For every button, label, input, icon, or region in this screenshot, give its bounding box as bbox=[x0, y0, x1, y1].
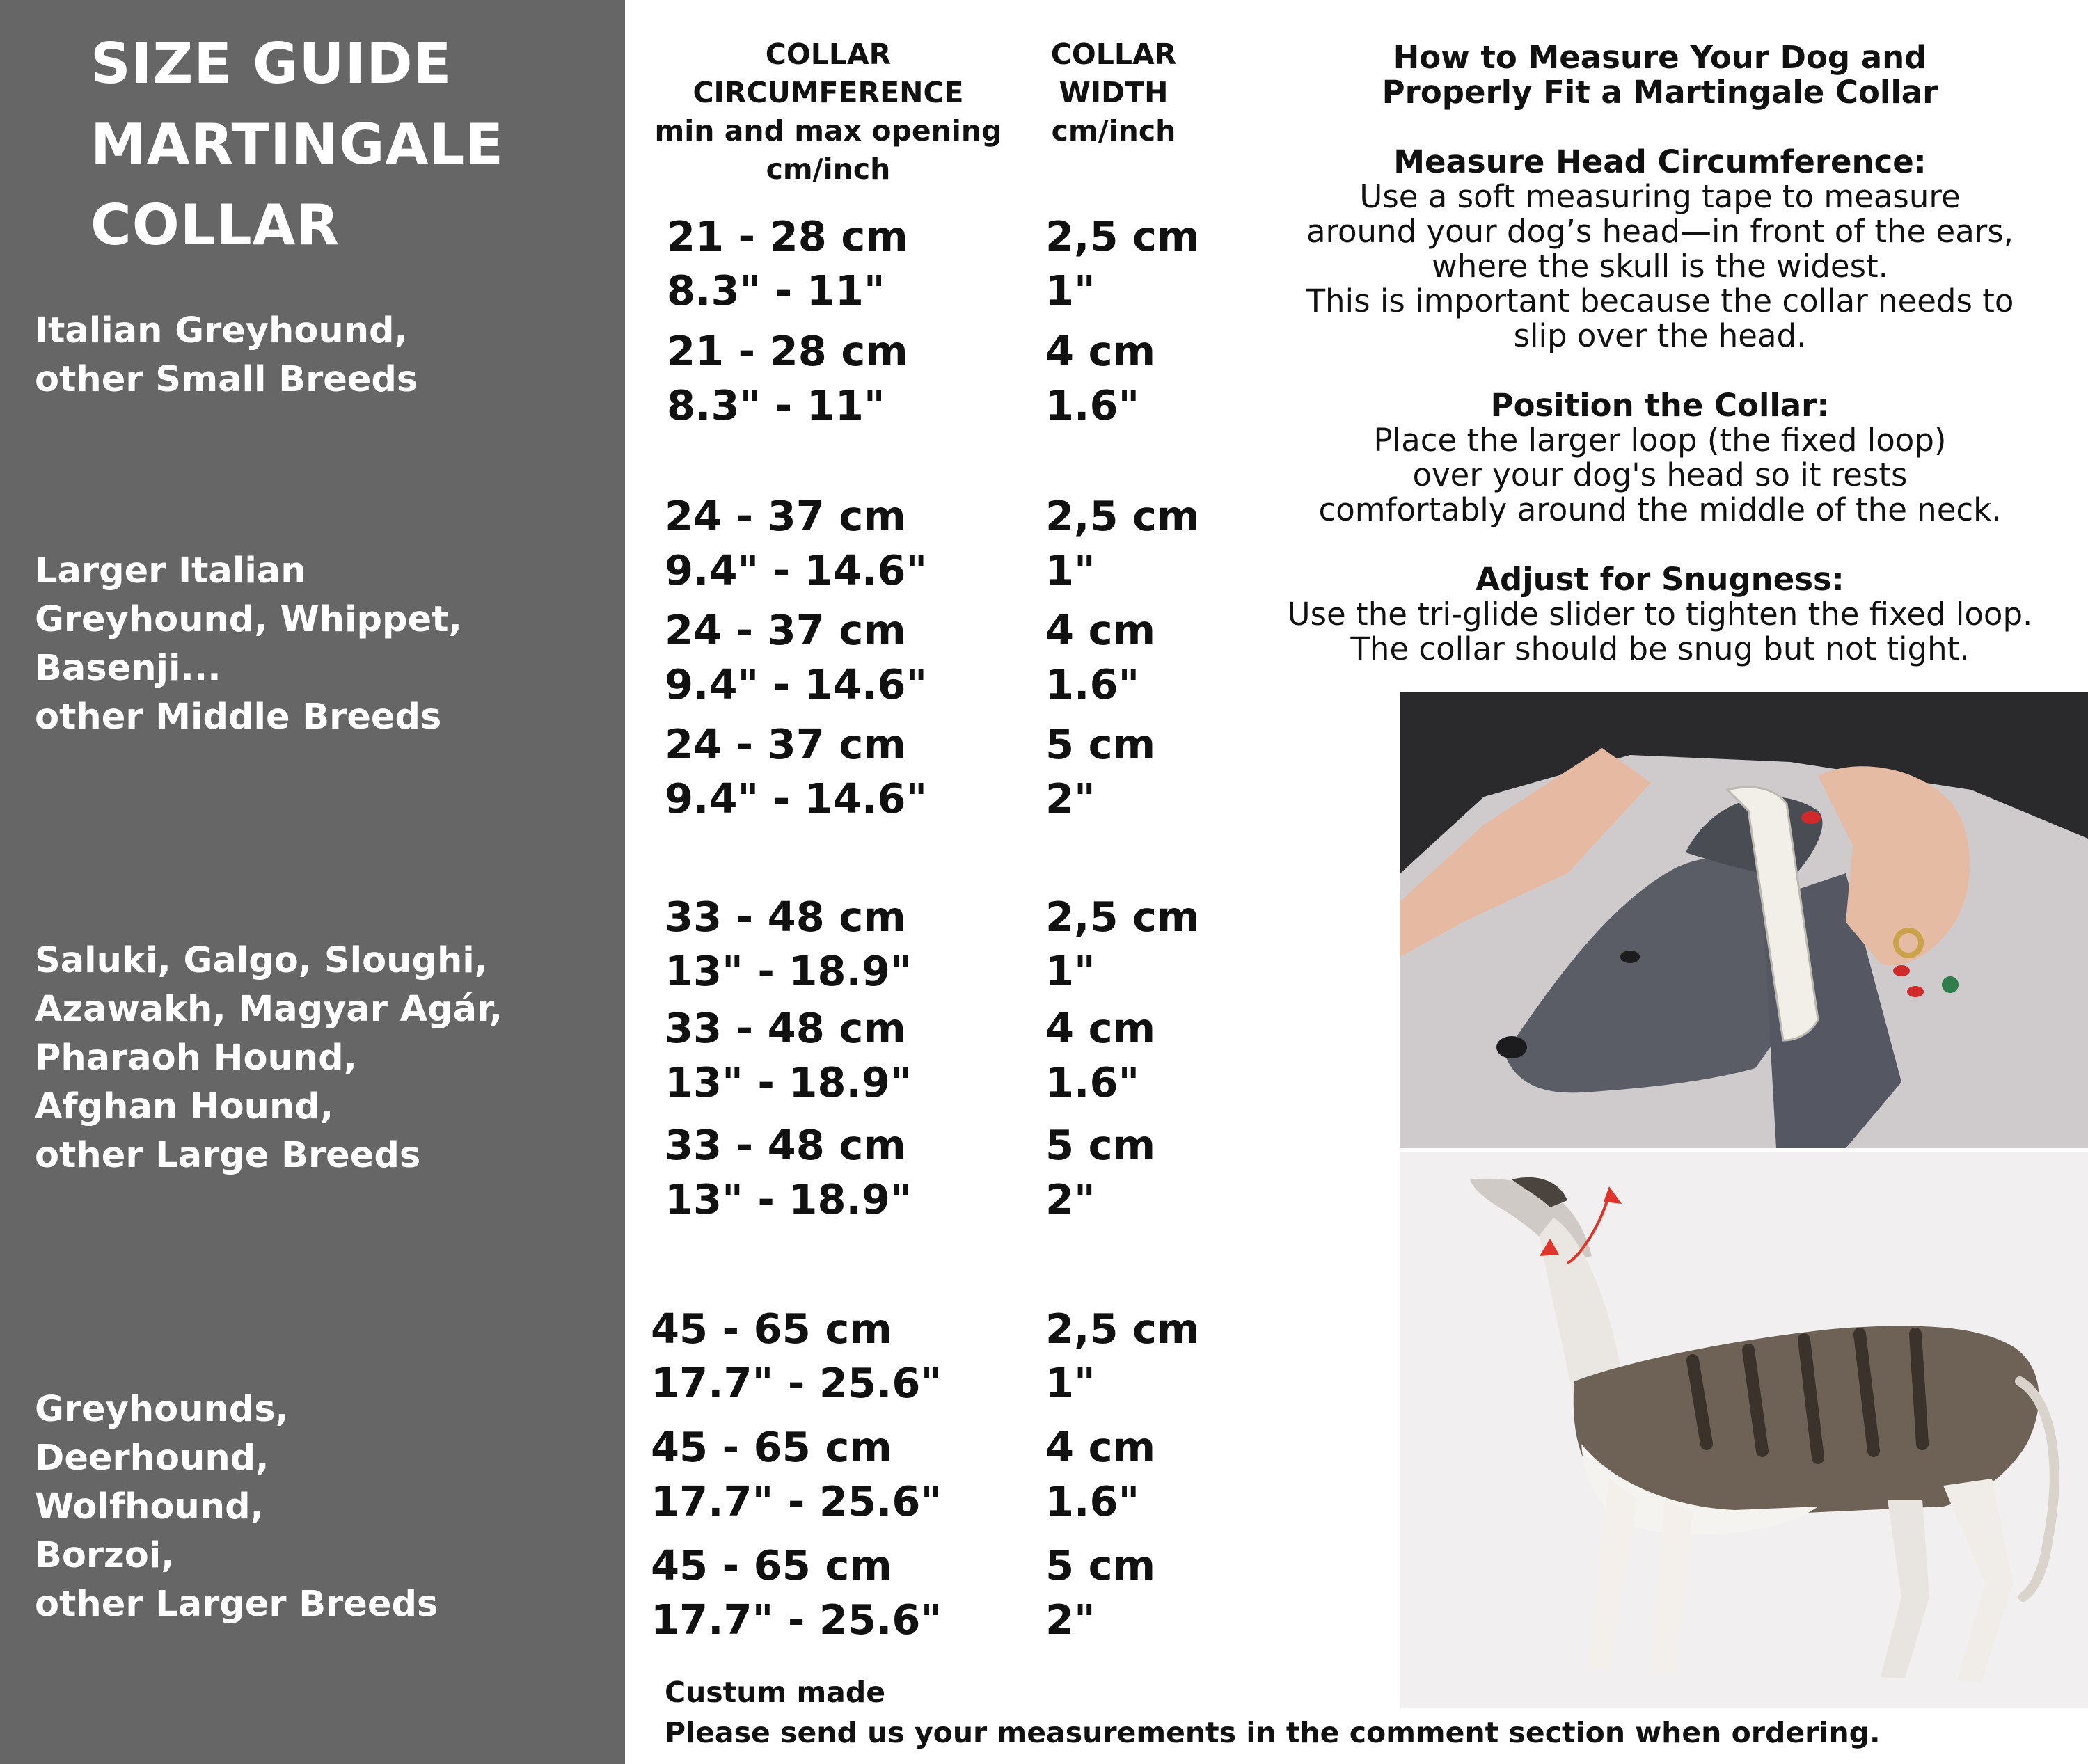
section-text: slip over the head. bbox=[1513, 317, 1807, 354]
breed-line: Basenji... bbox=[35, 648, 221, 689]
width-in: 1.6" bbox=[1045, 1058, 1140, 1106]
breed-line: Italian Greyhound, bbox=[35, 310, 408, 351]
section-text: The collar should be snug but not tight. bbox=[1350, 630, 1970, 667]
measuring-photo bbox=[1400, 692, 2088, 1148]
width-in: 1.6" bbox=[1045, 660, 1140, 708]
header-line: WIDTH bbox=[1059, 76, 1169, 109]
circumference-in: 13" - 18.9" bbox=[665, 1058, 912, 1106]
circumference-cm: 24 - 37 cm bbox=[665, 606, 906, 654]
width-in: 1" bbox=[1045, 947, 1096, 995]
circumference-cm: 33 - 48 cm bbox=[665, 1121, 906, 1169]
width-cm: 2,5 cm bbox=[1045, 212, 1200, 260]
breed-line: Saluki, Galgo, Sloughi, bbox=[35, 940, 489, 981]
width-cm: 5 cm bbox=[1045, 720, 1156, 768]
instructions-title: How to Measure Your Dog and bbox=[1393, 39, 1927, 76]
title-line-2: MARTINGALE bbox=[90, 112, 505, 177]
circumference-in: 8.3" - 11" bbox=[667, 381, 885, 429]
circumference-in: 13" - 18.9" bbox=[665, 947, 912, 995]
circumference-cm: 33 - 48 cm bbox=[665, 1004, 906, 1052]
width-cm: 5 cm bbox=[1045, 1121, 1156, 1169]
title-line-3: COLLAR bbox=[90, 193, 340, 257]
width-in: 1" bbox=[1045, 267, 1096, 315]
width-in: 1.6" bbox=[1045, 381, 1140, 429]
circumference-cm: 45 - 65 cm bbox=[651, 1423, 892, 1471]
width-in: 2" bbox=[1045, 1596, 1096, 1644]
breed-line: other Larger Breeds bbox=[35, 1584, 438, 1625]
breed-line: Afghan Hound, bbox=[35, 1086, 334, 1127]
breed-line: Deerhound, bbox=[35, 1438, 269, 1479]
breed-line: other Small Breeds bbox=[35, 359, 418, 400]
breed-line: other Middle Breeds bbox=[35, 697, 442, 738]
section-text: over your dog's head so it rests bbox=[1412, 456, 1908, 493]
size-sidebar bbox=[0, 0, 625, 1764]
circumference-in: 9.4" - 14.6" bbox=[665, 546, 928, 594]
circumference-in: 17.7" - 25.6" bbox=[651, 1477, 942, 1525]
width-cm: 4 cm bbox=[1045, 327, 1156, 375]
section-text: Use a soft measuring tape to measure bbox=[1359, 178, 1961, 215]
header-line: cm/inch bbox=[1051, 114, 1176, 148]
circumference-cm: 21 - 28 cm bbox=[667, 327, 908, 375]
header-line: COLLAR bbox=[1050, 38, 1177, 71]
title-line-1: SIZE GUIDE bbox=[90, 31, 452, 96]
circumference-in: 13" - 18.9" bbox=[665, 1175, 912, 1223]
circumference-in: 8.3" - 11" bbox=[667, 267, 885, 315]
width-in: 1.6" bbox=[1045, 1477, 1140, 1525]
header-line: CIRCUMFERENCE bbox=[693, 76, 964, 109]
circumference-in: 9.4" - 14.6" bbox=[665, 660, 928, 708]
breed-line: Greyhound, Whippet, bbox=[35, 599, 462, 640]
measuring-illustration bbox=[1400, 692, 2088, 1148]
circumference-in: 17.7" - 25.6" bbox=[651, 1596, 942, 1644]
width-cm: 5 cm bbox=[1045, 1541, 1156, 1589]
section-heading: Adjust for Snugness: bbox=[1476, 561, 1844, 598]
section-text: where the skull is the widest. bbox=[1432, 248, 1888, 285]
breed-line: Azawakh, Magyar Agár, bbox=[35, 989, 503, 1030]
breed-line: Greyhounds, bbox=[35, 1389, 290, 1430]
breed-line: Pharaoh Hound, bbox=[35, 1038, 357, 1079]
section-text: Place the larger loop (the fixed loop) bbox=[1373, 422, 1947, 459]
width-cm: 4 cm bbox=[1045, 1004, 1156, 1052]
width-in: 1" bbox=[1045, 546, 1096, 594]
section-text: comfortably around the middle of the neck. bbox=[1318, 491, 2002, 528]
breed-line: Borzoi, bbox=[35, 1535, 175, 1576]
whippet-photo bbox=[1400, 1152, 2088, 1708]
section-text: around your dog’s head—in front of the ears, bbox=[1306, 213, 2014, 250]
width-cm: 2,5 cm bbox=[1045, 1305, 1200, 1353]
section-heading: Position the Collar: bbox=[1490, 387, 1830, 424]
circumference-cm: 45 - 65 cm bbox=[651, 1305, 892, 1353]
width-in: 1" bbox=[1045, 1359, 1096, 1407]
width-cm: 4 cm bbox=[1045, 606, 1156, 654]
circumference-cm: 33 - 48 cm bbox=[665, 893, 906, 941]
circumference-cm: 24 - 37 cm bbox=[665, 720, 906, 768]
custom-made-note: Please send us your measurements in the comment section when ordering. bbox=[665, 1716, 1881, 1749]
section-heading: Measure Head Circumference: bbox=[1393, 143, 1927, 180]
breed-line: other Large Breeds bbox=[35, 1135, 421, 1176]
section-text: Use the tri-glide slider to tighten the fixed loop. bbox=[1287, 596, 2033, 633]
width-in: 2" bbox=[1045, 1175, 1096, 1223]
section-text: This is important because the collar needs to bbox=[1306, 283, 2014, 319]
width-cm: 2,5 cm bbox=[1045, 893, 1200, 941]
circumference-in: 17.7" - 25.6" bbox=[651, 1359, 942, 1407]
circumference-in: 9.4" - 14.6" bbox=[665, 774, 928, 823]
instructions-title: Properly Fit a Martingale Collar bbox=[1382, 74, 1938, 111]
header-line: min and max opening bbox=[654, 114, 1002, 148]
header-line: cm/inch bbox=[766, 152, 891, 186]
circumference-cm: 24 - 37 cm bbox=[665, 492, 906, 540]
custom-made-label: Custum made bbox=[665, 1676, 886, 1709]
width-cm: 2,5 cm bbox=[1045, 492, 1200, 540]
width-cm: 4 cm bbox=[1045, 1423, 1156, 1471]
breed-line: Larger Italian bbox=[35, 550, 306, 591]
width-in: 2" bbox=[1045, 774, 1096, 823]
circumference-cm: 45 - 65 cm bbox=[651, 1541, 892, 1589]
breed-line: Wolfhound, bbox=[35, 1486, 264, 1527]
header-line: COLLAR bbox=[765, 38, 892, 71]
whippet-illustration bbox=[1400, 1152, 2088, 1708]
circumference-cm: 21 - 28 cm bbox=[667, 212, 908, 260]
